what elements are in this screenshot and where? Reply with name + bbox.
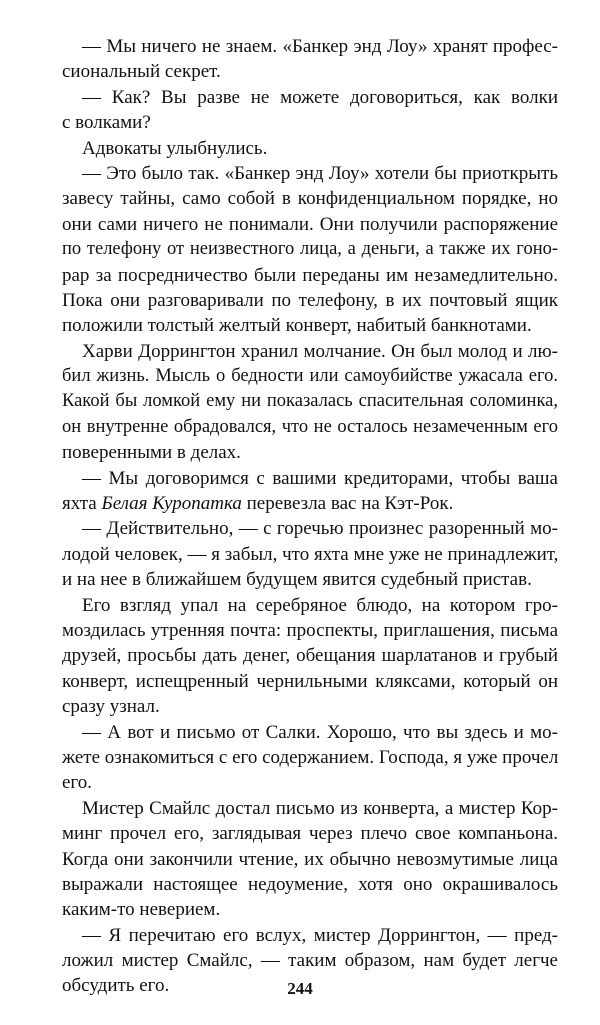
text-line: — Мы ничего не знаем. «Банкер энд Лоу» хранят профес-: [82, 36, 558, 57]
paragraph: [62, 796, 558, 923]
paragraph: [62, 34, 558, 85]
text-line: конверт, испещренный чернильными кляксами, который он: [62, 670, 558, 692]
text-line: его.: [62, 772, 93, 794]
paragraph: [62, 466, 558, 517]
paragraph: [62, 516, 558, 592]
text-line: Его взгляд упал на серебряное блюдо, на котором гро-: [82, 594, 558, 616]
text-line: поверенными в делах.: [62, 442, 241, 464]
text-line: завесу тайны, само собой в конфиденциальном порядке, но: [62, 188, 558, 210]
page-number: 244: [287, 979, 313, 998]
text-line: — Мы договоримся с вашими кредиторами, чтобы ваша: [82, 467, 558, 489]
text-line: Харви Доррингтон хранил молчание. Он был молод и лю-: [82, 340, 558, 362]
text-line: положили толстый желтый конверт, набитый банкнотами.: [62, 315, 532, 337]
text-line: обсудить его.: [62, 975, 170, 997]
text-line: — А вот и письмо от Салки. Хорошо, что вы здесь и мо-: [82, 721, 558, 743]
text-line: сиональный секрет.: [62, 61, 221, 83]
text-line: жете ознакомиться с его содержанием. Господа, я уже прочел: [62, 746, 559, 768]
text-line: он внутренне обрадовался, что не осталось незамеченным его: [62, 416, 558, 437]
paragraph: [62, 593, 558, 720]
paragraph: [62, 720, 558, 796]
text-line: лодой человек, — я забыл, что яхта мне уже не принадлежит,: [62, 543, 559, 565]
text-line: ложил мистер Смайлс, — таким образом, нам будет легче: [62, 950, 558, 972]
text-segment: яхта: [62, 493, 102, 515]
text-line: бил жизнь. Мысль о бедности или самоубийстве ужасала его.: [62, 366, 558, 387]
text-line: Какой бы ломкой ему ни показалась спасительная соломинка,: [62, 391, 558, 412]
text-line: по телефону от неизвестного лица, а деньги, а также их гоно-: [62, 239, 558, 260]
text-line: — Я перечитаю его вслух, мистер Доррингтон, — пред-: [82, 924, 558, 946]
text-line: Пока они разговаривали по телефону, в их почтовый ящик: [62, 289, 558, 311]
text-line: и на нее в ближайшем будущем явится судебный пристав.: [62, 569, 532, 591]
text-line: выражали настоящее недоумение, хотя оно окрашивалось: [62, 873, 558, 895]
paragraph: [62, 339, 558, 466]
text-line: — Действительно, — с горечью произнес разоренный мо-: [82, 518, 558, 540]
paragraph: [62, 136, 558, 161]
text-line: Мистер Смайлс достал письмо из конверта, а мистер Кор-: [82, 797, 558, 819]
page-body: [62, 34, 558, 999]
text-line: сразу узнал.: [62, 696, 160, 718]
text-line: они сами ничего не понимали. Они получили распоряжение: [62, 213, 558, 235]
text-line: моздилась утренняя почта: проспекты, приглашения, письма: [62, 619, 558, 641]
yacht-name: Белая Куропатка: [101, 493, 242, 515]
text-line: — Это было так. «Банкер энд Лоу» хотели бы приоткрыть: [82, 162, 558, 184]
text-line: каким-то неверием.: [62, 899, 221, 921]
text-line: Когда они закончили чтение, их обычно невозмутимые лица: [62, 848, 558, 870]
paragraph: [62, 85, 558, 136]
text-segment: перевезла вас на Кэт-Рок.: [241, 493, 454, 515]
text-line: рар за посредничество были переданы им незамедлительно.: [62, 264, 558, 286]
paragraph: [62, 161, 558, 339]
text-line: минг прочел его, заглядывая через плечо свое компаньона.: [62, 823, 558, 845]
text-line: Адвокаты улыбнулись.: [82, 137, 268, 159]
text-line: [62, 491, 558, 516]
text-line: друзей, просьбы дать денег, обещания шарлатанов и грубый: [62, 645, 558, 667]
text-line: — Как? Вы разве не можете договориться, как волки: [82, 86, 558, 108]
text-line: с волками?: [62, 112, 151, 134]
